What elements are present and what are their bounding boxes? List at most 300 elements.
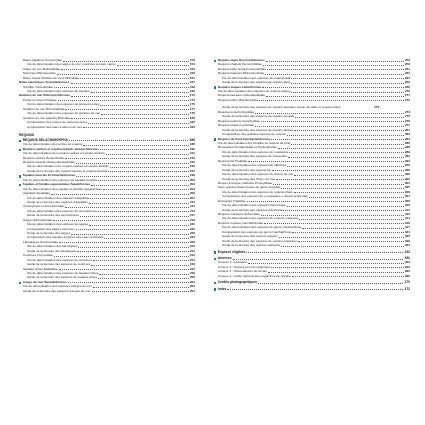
section-bullet-icon <box>214 288 216 290</box>
toc-entry-page-number: 321 <box>404 229 410 234</box>
toc-entry-page-number: 370 <box>404 280 410 285</box>
toc-entry-label: Clé de détermination des espèces d'anges de mer <box>23 284 92 289</box>
toc-entry-page-number: 317 <box>404 225 410 230</box>
toc-entry-label: Roussettes Pentanchidae et Scyliorhinidae <box>218 145 277 150</box>
toc-entry-label: Clé de détermination des espèces de poissons-scies <box>27 102 100 107</box>
toc-entry-page-number: 177 <box>189 106 195 111</box>
toc-entry-page-number: 310 <box>404 203 410 208</box>
toc-entry-page-number: 266 <box>404 80 410 85</box>
dot-leader <box>71 83 189 84</box>
toc-entry-label: Clé de détermination des aigles de mer, mourines et raies manta <box>27 62 116 67</box>
toc-entry-label: REQUINS SELACHIMORPHA <box>22 137 68 142</box>
dot-leader <box>83 127 189 128</box>
toc-entry-page-number: 284 <box>404 136 410 141</box>
dot-leader <box>58 100 189 101</box>
dot-leader <box>65 109 189 110</box>
toc-entry-page-number: 211 <box>190 200 195 204</box>
dot-leader <box>98 180 189 181</box>
toc-entry-label: Annexe 3 : Observatoires de terrain <box>218 269 267 274</box>
toc-entry-label: Requins-tapis Ginglymostomatidae <box>218 66 266 71</box>
dot-leader <box>77 251 189 252</box>
toc-entry-label: Laimargues Somniosidae <box>23 239 58 244</box>
toc-entry-page-number: 281 <box>404 127 410 132</box>
toc-entry-label: Guide de la denture des espèces de squales liches <box>27 275 97 280</box>
toc-entry-page-number: 362 <box>404 264 410 269</box>
toc-entry-page-number: 262 <box>404 71 410 76</box>
toc-entry-label: Requins requiem Carcharhinidae <box>218 220 264 225</box>
toc-entry-page-number: 182 <box>189 120 195 125</box>
toc-entry-label: Requins-chabots Hemiscylliidae <box>218 62 262 67</box>
toc-entry-page-number: 199 <box>189 173 195 178</box>
toc-entry-page-number: 363 <box>404 269 410 274</box>
dot-leader <box>69 140 189 141</box>
dot-leader <box>289 152 404 153</box>
toc-entry-label: Comparaison des sagres lumineux <box>27 226 75 231</box>
dot-leader <box>263 65 404 66</box>
toc-entry-page-number: 200 <box>189 177 195 182</box>
toc-entry-label: Clé de détermination des espèces de squales liches <box>27 271 99 275</box>
dot-leader <box>285 210 403 211</box>
dot-leader <box>271 267 404 268</box>
toc-entry-label: Requins-lézards Chlamydoselachidae <box>23 160 75 165</box>
dot-leader <box>106 154 189 155</box>
toc-entry-label: Comparaison des espèces du genre Carcharhinus <box>222 229 291 234</box>
toc-entry-page-number: 294 <box>404 158 410 163</box>
toc-entry-label: Clé de détermination des espèces de torpilles <box>27 89 90 94</box>
dot-leader <box>248 263 404 264</box>
toc-entry-label: Raies manta (Diables de mer) Mobulidae <box>23 75 80 80</box>
toc-entry-label: Clé de détermination des espèces de guitares de mer <box>27 111 101 116</box>
toc-entry-label: Guitares de mer Rhinopristiformes <box>19 93 71 98</box>
toc-entry[interactable] <box>19 289 195 293</box>
dot-leader <box>294 192 404 193</box>
toc-entry-label: Annexe 1 : Glossaire <box>218 260 247 265</box>
toc-entry-label: Guide de la denture des requins-hâ <box>222 167 271 172</box>
dot-leader <box>89 225 189 226</box>
toc-entry-page-number: 304 <box>404 180 410 185</box>
dot-leader <box>295 117 404 118</box>
toc-entry-page-number: 252 <box>189 279 195 284</box>
toc-entry-label: Raies-papillons Gymnuridae <box>23 58 62 62</box>
dot-leader <box>271 139 403 140</box>
toc-entry-label: Guide de la denture des espèces de requins-renards <box>222 114 295 119</box>
toc-entry[interactable] <box>214 102 410 110</box>
dot-leader <box>266 96 404 97</box>
toc-entry-label: Clé de détermination des espèces de hâbiches <box>222 163 287 168</box>
dot-leader <box>88 123 189 124</box>
toc-entry-page-number: 207 <box>189 195 195 200</box>
dot-leader <box>59 269 189 270</box>
toc-entry-page-number: 253 <box>189 284 195 289</box>
toc-entry-page-number: 256 <box>404 58 410 62</box>
toc-entry-page-number: 175 <box>189 102 195 107</box>
toc-entry-label: Guide de la denture des laimargues <box>27 248 77 253</box>
dot-leader <box>80 216 189 217</box>
toc-entry-label: Requins-hâ Triakidae <box>218 158 248 163</box>
toc-entry-page-number: 241 <box>189 248 195 253</box>
toc-entry-label: Raies électriques Torpediniformes <box>19 80 70 85</box>
toc-entry-page-number: 277 <box>404 123 410 128</box>
dot-leader <box>83 145 188 146</box>
dot-leader <box>76 163 189 164</box>
toc-entry-page-number: 258 <box>404 62 410 67</box>
toc-entry-page-number: 275 <box>404 114 410 119</box>
toc-entry-label: Requins-lutins Mitsukurinidae <box>218 97 259 102</box>
toc-entry-label: Requins-taupes Lamniformes <box>217 84 262 89</box>
dot-leader <box>71 234 189 235</box>
toc-entry-label: Faux requins-chats (requin du genre Gogolia) <box>218 185 281 190</box>
toc-entry-label: Clé de détermination des espèces de requins-tapis <box>222 75 292 80</box>
toc-entry-label: Clé de détermination des espèces de centrophores <box>27 208 97 213</box>
toc-entry-label: Clé de détermination des squales et familles apparentées <box>23 186 102 191</box>
toc-entry-page-number: 168 <box>189 84 195 89</box>
dot-leader <box>76 176 188 177</box>
dot-leader <box>294 130 404 131</box>
toc-left-column <box>19 58 195 293</box>
toc-entry-label: Squales liches Dalatiidae <box>23 266 58 271</box>
toc-entry-page-number: 183 <box>189 124 195 129</box>
dot-leader <box>248 161 404 162</box>
dot-leader <box>291 92 403 93</box>
dot-leader <box>78 247 188 248</box>
toc-entry-page-number: 313 <box>404 212 410 217</box>
toc-entry-label: Clé de détermination des espèces du genre Carcharhinus <box>222 225 302 230</box>
dot-leader <box>261 215 404 216</box>
dot-leader <box>103 189 189 190</box>
dot-leader <box>57 74 189 75</box>
dot-leader <box>98 278 189 279</box>
toc-entry-label: Sagres Etmopteridae <box>23 217 53 222</box>
dot-leader <box>104 238 188 239</box>
toc-entry-label: Aigles de mer Myliobatidae <box>23 66 61 71</box>
toc-entry-label: Annexes <box>217 255 232 260</box>
dot-leader <box>291 83 404 84</box>
toc-entry-label: Annexe 2 : Océans et mers régionaux <box>218 264 270 269</box>
dot-leader <box>255 126 404 127</box>
toc-entry-label: Guide de la denture des requins-marteaux <box>222 243 280 248</box>
toc-entry-label: Guide de la denture des espèces de requins-tapis <box>222 80 291 85</box>
section-bullet-icon <box>214 60 216 62</box>
toc-entry-label: Anges de mer Squatiniformes <box>22 279 67 284</box>
toc-entry-label: Requins-lapis Orectolobiformes <box>217 58 265 62</box>
dot-leader <box>35 136 194 137</box>
dot-leader <box>93 287 189 288</box>
toc-entry-label: Clé de détermination des espèces de requins-marteaux <box>222 216 299 221</box>
toc-entry-label: Aiguillats Squalidae <box>23 191 51 196</box>
dot-leader <box>259 100 403 101</box>
dot-leader <box>65 207 189 208</box>
toc-entry-page-number: 286 <box>404 141 410 146</box>
toc-entry-page-number: 214 <box>189 208 195 213</box>
toc-entry-page-number: 204 <box>189 186 195 191</box>
toc-entry-page-number: 191 <box>189 151 195 156</box>
section-bullet-icon <box>214 258 216 260</box>
toc-entry-label: Clé de détermination des espèces de requins-taupes <box>218 89 291 94</box>
dot-leader <box>279 237 404 238</box>
toc-entry-label: Clé de détermination des espèces de roussettes <box>222 149 289 154</box>
toc-entry-page-number: 196 <box>189 164 195 169</box>
toc-entry-label: Mourines Rhinopteridae <box>23 71 56 76</box>
toc-entry-page-number: 159 <box>189 71 195 76</box>
dot-leader <box>287 206 404 207</box>
toc-entry-label: Guitares de mer géantes Rhinidae <box>23 115 71 120</box>
toc-entry-page-number: 217 <box>189 213 195 218</box>
dot-leader <box>309 197 404 198</box>
dot-leader <box>247 201 404 202</box>
toc-entry-label: Comparaison des grandes espèces de requins <box>222 132 286 137</box>
dot-leader <box>61 69 189 70</box>
toc-entry-page-number: 161 <box>189 75 195 80</box>
toc-entry-page-number: 288 <box>404 145 410 150</box>
toc-entry-page-number: 312 <box>404 207 410 212</box>
dot-leader <box>63 61 189 62</box>
toc-entry-label: Guide de la denture des requins-vaches et requins-lézards <box>27 168 108 173</box>
dot-leader <box>258 283 404 284</box>
toc-entry-page-number: 325 <box>404 234 410 239</box>
dot-leader <box>54 256 189 257</box>
toc-entry-page-number: 178 <box>189 111 195 116</box>
toc-entry-label: Requins de fond Carcharhiniformes <box>217 136 271 141</box>
toc-entry-page-number: 329 <box>404 238 410 243</box>
dot-leader <box>265 74 404 75</box>
dot-leader <box>68 282 189 283</box>
dot-leader <box>54 87 189 88</box>
toc-entry-page-number: 283 <box>404 132 410 137</box>
dot-leader <box>262 87 404 88</box>
toc-entry-page-number: 180 <box>189 115 195 120</box>
toc-entry-label: Clé de détermination des espèces de chiens de mer <box>222 172 294 177</box>
toc-entry-page-number: 314 <box>404 216 410 221</box>
toc-entry-page-number: 309 <box>404 198 410 203</box>
toc-entry-label: Clé de détermination des espèces d'émissoles <box>222 203 286 208</box>
toc-entry-label: Clé de détermination des laimargues <box>27 244 78 249</box>
toc-entry-label: Clé de détermination des espèces de requins-chats <box>222 189 293 194</box>
dot-leader <box>261 121 404 122</box>
toc-entry-page-number: 331 <box>404 243 410 248</box>
toc-right-column <box>214 58 410 291</box>
toc-entry-label: Clé de détermination des requins-vaches et requins-lézards <box>27 164 109 169</box>
dot-leader <box>51 194 189 195</box>
toc-entry-label: Guide de la denture des espèces de requins-marteaux <box>222 238 297 243</box>
toc-entry-label: Guide de la denture des requins requiem <box>222 234 279 239</box>
toc-entry-page-number: 300 <box>404 172 410 177</box>
toc-entry-page-number: 316 <box>404 220 410 225</box>
section-bullet-icon <box>214 86 216 88</box>
toc-entry-page-number: 244 <box>189 257 195 262</box>
toc-entry-label: Requins-baleines Rhincodontidae <box>218 71 265 76</box>
toc-entry-label: Requins-taureaux Odontaspididae <box>218 93 265 98</box>
dot-leader <box>91 185 189 186</box>
toc-entry-page-number: 190 <box>189 146 195 151</box>
section-bullet-icon <box>214 282 216 284</box>
toc-entry-label: Comparaison des espèces de « roussettes » d'eaux profondes <box>222 194 308 199</box>
toc-entry-page-number: 169 <box>189 89 195 94</box>
toc-entry-label: Comparaison des squales à épines des eaux profondes <box>27 235 104 240</box>
dot-leader <box>100 149 189 150</box>
toc-entry-label: Poissons-scies Pristidae <box>23 97 57 102</box>
toc-entry-label: Centrophores Centrophoridae <box>23 204 64 209</box>
toc-entry-page-number: 219 <box>189 217 195 222</box>
toc-entry-page-number: 289 <box>404 149 410 154</box>
dot-leader <box>255 113 404 114</box>
toc-entry-label: Guide de la denture des centrophores <box>27 213 79 218</box>
section-bullet-icon <box>19 184 21 186</box>
toc-entry-label: Guide de la denture des espèces de requins-taupes <box>222 127 294 132</box>
toc-entry-page-number: 192 <box>189 155 195 160</box>
toc-entry-label: Clé de détermination des familles de requins de fond <box>218 141 291 146</box>
toc-entry-label: Comparaison des raies à aileron de mer <box>27 124 83 129</box>
toc-entry-label: Guide de la denture des espèces de roussettes <box>222 154 287 159</box>
dot-leader <box>65 158 189 159</box>
dot-leader <box>272 170 404 171</box>
toc-entry-page-number: 352 <box>404 255 410 260</box>
toc-entry-label: Annexe 4 : Guide régional des magazines de requins <box>218 273 291 278</box>
toc-entry-page-number: 250 <box>189 275 195 280</box>
dot-leader <box>281 188 403 189</box>
toc-entry-page-number: 213 <box>189 204 195 209</box>
toc-entry-label: Guitares de mer Rhinobatidae <box>23 106 65 111</box>
toc-entry-page-number: 243 <box>189 253 195 258</box>
toc-entry-label: Guide de la denture des espèces de centrines <box>27 262 91 267</box>
toc-entry-label: Requins-vaches Hexanchidae <box>23 155 65 160</box>
toc-entry-page-number: 229 <box>189 231 195 236</box>
dot-leader <box>110 167 189 168</box>
toc-entry-label: Guide de la denture des espèces de requins-taureaux requin de sable et requins-lutins <box>222 105 341 110</box>
toc-entry-label: Comparaison des rostres de poissons-scies <box>27 120 88 125</box>
toc-entry[interactable] <box>214 287 410 291</box>
toc-entry-label: Guide de la denture des espèces d'aiguillats <box>27 200 88 204</box>
dot-leader <box>90 198 189 199</box>
toc-entry-page-number: 234 <box>189 235 195 240</box>
toc-entry-page-number: 271 <box>404 93 410 98</box>
toc-entry-label: Torpilles Torpedinidae <box>23 84 53 89</box>
toc-entry-label: Squales bouclés Echinorhiniformes <box>22 173 76 178</box>
toc-entry-page-number: 225 <box>189 226 195 231</box>
toc-entry-page-number: 307 <box>404 194 410 199</box>
toc-entry-page-number: 186 <box>189 137 195 142</box>
toc-entry-label: Requins-pélerins Cetorhinidae <box>218 118 260 123</box>
toc-entry-page-number: 237 <box>189 244 195 249</box>
toc-entry-page-number: 372 <box>404 286 410 291</box>
toc-entry-label: Clé de détermination des espèces de centrines <box>27 257 92 262</box>
dot-leader <box>80 78 189 79</box>
toc-entry-page-number: 299 <box>404 167 410 172</box>
dot-leader <box>99 274 188 275</box>
toc-entry-page-number: 167 <box>189 80 195 85</box>
dot-leader <box>71 96 189 97</box>
dot-leader <box>59 242 189 243</box>
dot-leader <box>117 65 189 66</box>
toc-entry-label: REQUINS <box>19 133 35 138</box>
toc-entry-label: Squales et familles apparentées Squaliformes <box>22 182 91 187</box>
toc-entry-label: Clé de détermination des espèces de squales bouclés <box>23 177 98 182</box>
toc-entry-page-number: 368 <box>404 273 410 278</box>
toc-entry-page-number: 296 <box>404 163 410 168</box>
dot-leader <box>292 232 404 233</box>
dot-leader <box>276 179 404 180</box>
toc-entry-page-number: 247 <box>189 266 195 271</box>
toc-entry-page-number: 195 <box>189 160 195 165</box>
toc-entry-label: Clé de détermination des requins-vaches et requins-lézards <box>23 151 105 156</box>
dot-leader <box>91 265 189 266</box>
toc-entry-page-number: 261 <box>404 66 410 71</box>
section-bullet-icon <box>19 175 21 177</box>
toc-entry-page-number: 197 <box>189 168 195 173</box>
dot-leader <box>246 252 403 253</box>
toc-entry-page-number: 248 <box>189 271 195 275</box>
dot-leader <box>71 118 189 119</box>
toc-entry-label: Clé de détermination des espèces de sagres <box>27 222 89 227</box>
toc-entry-label: Guide de la denture des sagres <box>27 231 71 236</box>
dot-leader <box>302 228 404 229</box>
toc-entry-page-number: 276 <box>404 118 410 123</box>
dot-leader <box>278 148 404 149</box>
section-bullet-icon <box>19 149 21 151</box>
dot-leader <box>76 229 189 230</box>
toc-entry-page-number: 264 <box>404 75 410 80</box>
toc-entry-label: Espèces éligibles <box>217 249 246 254</box>
toc-entry-page-number: 352 <box>404 260 410 265</box>
dot-leader <box>293 78 404 79</box>
toc-entry-page-number: 154 <box>189 62 195 67</box>
toc-entry-page-number: 236 <box>189 239 195 244</box>
toc-entry-label: Requins-taupes Lamnidae <box>218 123 255 128</box>
toc-entry-page-number: 173 <box>189 93 195 98</box>
toc-entry-page-number: 305 <box>404 185 410 190</box>
dot-leader <box>227 289 403 290</box>
toc-entry-label: Guide de la denture des espèces d'émissoles <box>222 207 285 212</box>
toc-entry-page-number: 272 <box>404 97 410 102</box>
toc-entry-label: Guide de la denture des espèces d'anges de mer <box>23 288 91 293</box>
toc-entry-page-number: 155 <box>189 66 195 71</box>
dot-leader <box>98 211 189 212</box>
toc-entry-page-number: 254 <box>189 288 195 293</box>
toc-entry-label: Émissoles Triakidae <box>218 198 246 203</box>
toc-entry-page-number: 274 <box>404 109 410 114</box>
dot-leader <box>108 171 189 172</box>
toc-entry-page-number: 188 <box>189 142 195 147</box>
dot-leader <box>299 219 404 220</box>
toc-entry-page-number: 153 <box>189 58 195 62</box>
section-bullet-icon <box>214 138 216 140</box>
dot-leader <box>291 144 404 145</box>
dot-leader <box>100 105 189 106</box>
toc-entry-page-number: 220 <box>189 222 195 227</box>
toc-entry-label: Requins-marteaux Sphyrnidae <box>218 212 260 217</box>
toc-entry-page-number: 332 <box>404 249 410 254</box>
toc-entry-page-number: 306 <box>404 189 410 194</box>
toc-entry-label: Guide de la denture des chiens de mer <box>222 176 276 181</box>
dot-leader <box>267 69 404 70</box>
toc-entry-page-number: 268 <box>404 84 410 89</box>
toc-entry-page-number: 206 <box>189 191 195 196</box>
toc-entry-page-number: 292 <box>404 154 410 159</box>
dot-leader <box>233 259 404 260</box>
toc-entry-label: Clé de détermination des espèces d'aiguillats <box>27 195 89 200</box>
section-bullet-icon <box>19 282 21 284</box>
dot-leader <box>273 184 403 185</box>
dot-leader <box>294 175 403 176</box>
toc-entry-label: Requins-renards Alopiidae <box>218 109 255 114</box>
toc-entry-page-number: 270 <box>404 89 410 94</box>
toc-entry-label: Centrines Oxynotidae <box>23 253 53 258</box>
dot-leader <box>266 61 404 62</box>
dot-leader <box>292 276 404 277</box>
toc-entry-label: Index <box>217 286 227 291</box>
dot-leader <box>93 260 189 261</box>
toc-entry-page-number: 203 <box>189 182 195 187</box>
toc-entry-label: Requin à longue mâchoire Proscylliidae <box>218 180 273 185</box>
